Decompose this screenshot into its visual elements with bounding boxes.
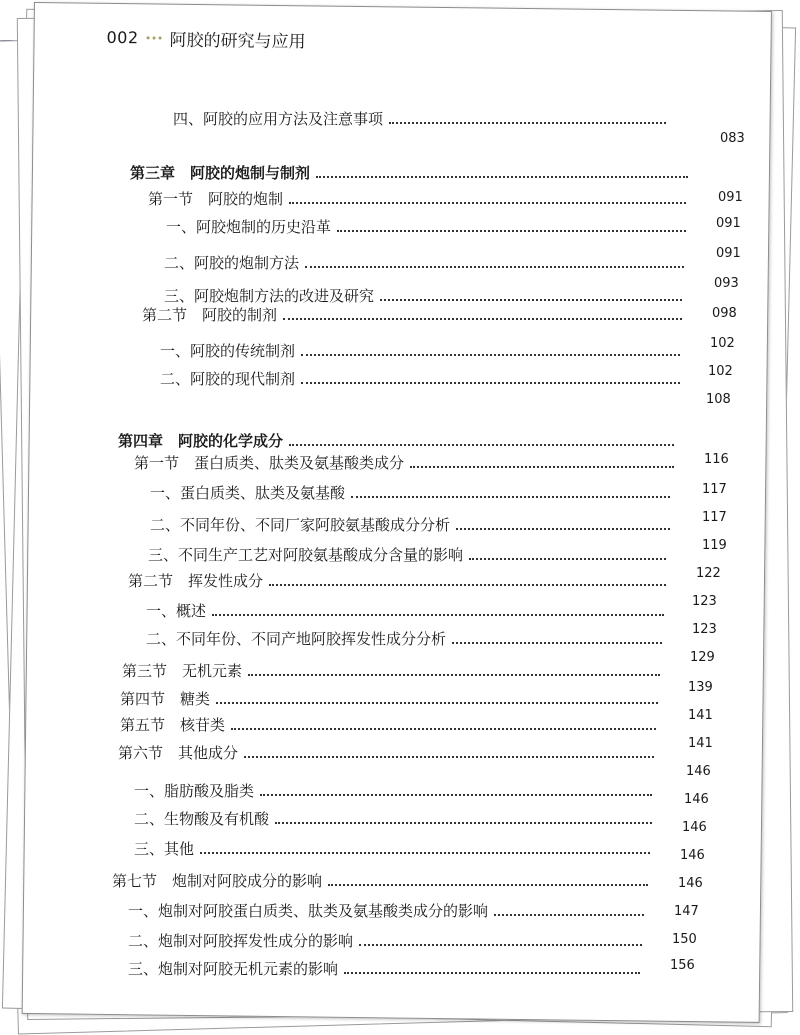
toc-entry [134,780,658,801]
toc-entry-label: 二、阿胶的炮制方法 [164,254,300,272]
toc-entry [148,188,692,209]
toc-entry [118,430,680,451]
toc-entry-label: 二、生物酸及有机酸 [134,810,270,828]
toc-entry-label: 一、阿胶炮制的历史沿革 [166,218,332,236]
toc-entry-page: 141 [688,736,713,751]
toc-dot-leader [344,972,640,974]
toc-entry-page: 139 [688,680,713,695]
toc-entry [128,570,672,591]
toc-entry-label: 三、不同生产工艺对阿胶氨基酸成分含量的影响 [148,546,464,564]
toc-entry-page: 156 [670,958,695,973]
toc-entry-page: 091 [718,190,743,205]
toc-entry [150,514,676,535]
toc-entry [164,285,688,306]
toc-dot-leader [494,914,644,916]
toc-entry-label: 二、不同年份、不同产地阿胶挥发性成分分析 [146,630,447,648]
toc-entry-page: 146 [684,792,709,807]
toc-entry-page: 122 [696,566,721,581]
toc-entry [112,870,654,891]
toc-entry-label: 三、其他 [134,840,195,858]
toc-entry-page: 098 [712,306,737,321]
toc-dot-leader [216,702,658,704]
book-title: 阿胶的研究与应用 [169,30,306,53]
toc-entry [128,930,648,951]
toc-entry-page: 146 [680,848,705,863]
toc-entry [120,714,662,735]
toc-entry-page: 093 [714,276,739,291]
toc-entry-label: 一、蛋白质类、肽类及氨基酸 [150,484,346,502]
toc-entry [134,838,656,859]
toc-entry [164,252,690,273]
toc-entry [130,162,694,183]
toc-entry-label: 三、炮制对阿胶无机元素的影响 [128,960,339,978]
toc-entry-label: 二、炮制对阿胶挥发性成分的影响 [128,932,354,950]
toc-entry-label: 第三章 阿胶的炮制与制剂 [130,164,311,182]
toc-entry-label: 第一节 阿胶的炮制 [148,190,284,208]
toc-entry-page: 083 [720,131,745,146]
toc-entry [146,628,668,649]
toc-entry-label: 第三节 无机元素 [122,662,243,680]
toc-entry-page: 119 [702,538,727,553]
toc-entry [160,368,686,389]
toc-entry-label: 一、炮制对阿胶蛋白质类、肽类及氨基酸类成分的影响 [128,902,489,920]
toc-entry [146,600,670,621]
toc-dot-leader [260,794,652,796]
toc-entry-page: 129 [690,650,715,665]
toc-entry [122,660,666,681]
toc-dot-leader [244,756,654,758]
toc-entry-page: 141 [688,708,713,723]
toc-dot-leader [452,642,662,644]
toc-entry-label: 第二节 阿胶的制剂 [142,306,278,324]
toc-entry-page: 147 [674,904,699,919]
toc-entry [148,544,672,565]
toc-dot-leader [305,266,684,268]
toc-entry-page: 102 [710,336,735,351]
toc-entry [118,742,660,763]
toc-entry-label: 第二节 挥发性成分 [128,572,264,590]
toc-entry-label: 第五节 核苷类 [120,716,226,734]
toc-entry-page: 146 [686,764,711,779]
toc-entry-page: 108 [706,392,731,407]
toc-entry [150,482,676,503]
toc-entry-page: 117 [702,510,727,525]
toc-entry-label: 第四章 阿胶的化学成分 [118,432,284,450]
toc-dot-leader [469,558,666,560]
toc-dot-leader [212,614,664,616]
toc-entry-label: 第四节 糖类 [120,690,211,708]
toc-entry-label: 四、阿胶的应用方法及注意事项 [173,110,384,128]
toc-entry [166,216,692,237]
toc-entry-label: 一、阿胶的传统制剂 [160,342,296,360]
toc-dot-leader [301,354,680,356]
toc-dot-leader [289,444,674,446]
toc-entry-label: 一、脂肪酸及脂类 [134,782,255,800]
toc-entry-label: 第六节 其他成分 [118,744,239,762]
toc-entry-label: 一、概述 [146,602,207,620]
toc-dot-leader [289,202,686,204]
toc-entry-page: 091 [716,246,741,261]
toc-entry-label: 三、阿胶炮制方法的改进及研究 [164,287,375,305]
toc-entry [173,108,672,129]
toc-entry [142,304,688,325]
toc-dot-leader [389,122,666,124]
toc-entry-label: 二、不同年份、不同厂家阿胶氨基酸成分分析 [150,516,451,534]
toc-entry-page: 102 [708,364,733,379]
header-dots-ornament [147,36,162,39]
toc-dot-leader [380,299,682,301]
toc-dot-leader [351,496,670,498]
page-number: 002 [106,27,139,48]
toc-dot-leader [456,528,670,530]
toc-entry [120,688,664,709]
toc-dot-leader [337,230,686,232]
toc-entry [134,452,680,473]
toc-entry-label: 第一节 蛋白质类、肽类及氨基酸类成分 [134,454,405,472]
toc-entry-page: 150 [672,932,697,947]
toc-entry-page: 123 [692,594,717,609]
toc-dot-leader [248,674,660,676]
toc-entry-page: 123 [692,622,717,637]
toc-dot-leader [231,728,656,730]
toc-entry-page: 146 [682,820,707,835]
toc-dot-leader [283,318,682,320]
toc-dot-leader [316,176,688,178]
toc-entry-label: 二、阿胶的现代制剂 [160,370,296,388]
toc-dot-leader [328,884,648,886]
toc-entry [128,900,650,921]
toc-dot-leader [410,466,674,468]
page-header [106,25,305,52]
toc-entry-page: 146 [678,876,703,891]
toc-dot-leader [359,944,642,946]
toc-dot-leader [269,584,666,586]
toc-dot-leader [200,852,650,854]
toc-dot-leader [301,382,680,384]
toc-dot-leader [275,822,652,824]
toc-entry-label: 第七节 炮制对阿胶成分的影响 [112,872,323,890]
toc-entry [134,808,658,829]
toc-entry-page: 117 [702,482,727,497]
toc-entry [160,340,686,361]
toc-entry [128,958,646,979]
toc-entry-page: 116 [704,452,729,467]
toc-entry-page: 091 [716,216,741,231]
